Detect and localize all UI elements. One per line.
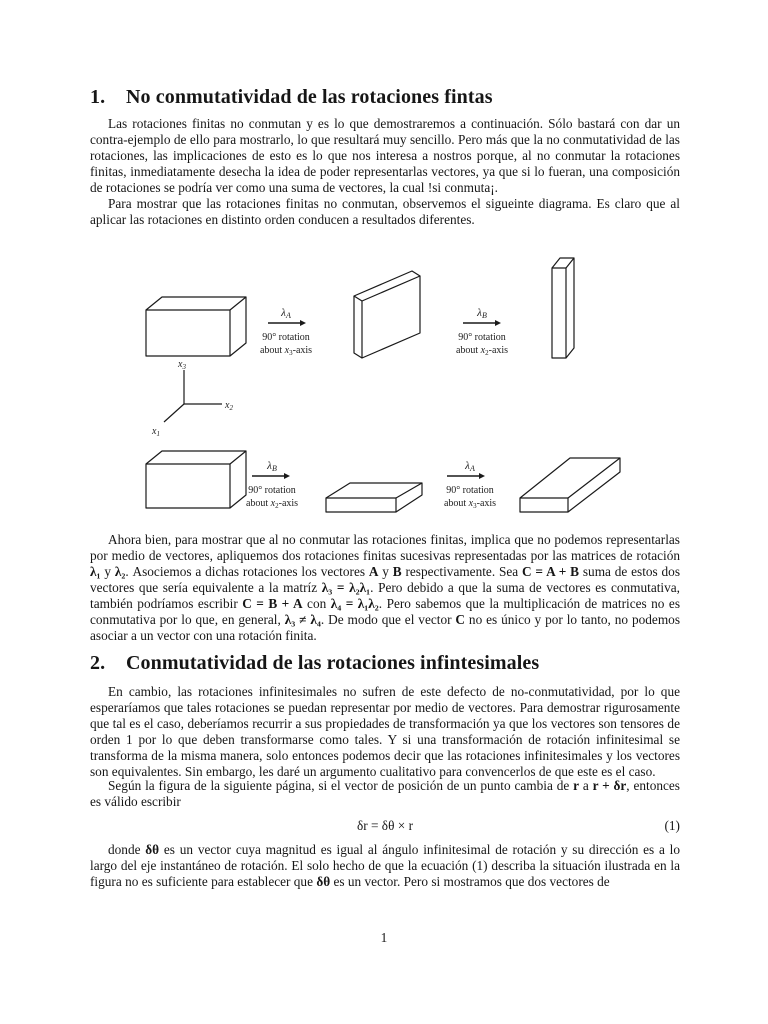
lambda-label-top-1: λA — [281, 307, 291, 320]
equation-lambda-inequality: λ₃ ≠ λ₄ — [284, 612, 321, 627]
rotation-caption-bottom-1-line-1: 90° rotation — [248, 485, 296, 496]
axis-label-x3: $x_3$ — [178, 359, 186, 371]
rotation-caption-bottom-2-line-2: about $x_3$-axis — [443, 498, 497, 510]
equation-c-sum-reversed: C = B + A — [242, 596, 303, 611]
equation-1 — [90, 818, 680, 836]
page-number: 1 — [380, 930, 388, 945]
equation-1-number: (1) — [664, 818, 680, 833]
axis-label-x1: $x_1$ — [152, 426, 160, 438]
rotation-diagram — [90, 236, 680, 526]
axis-label-x2: $x_2$ — [225, 400, 233, 412]
section-2-paragraph-2: Según la figura de la siguiente página, si el vector de posición de un punto cambia de r a r + δr, entonces es válido escribir — [90, 778, 680, 809]
equation-1-expression: δr = δθ × r — [356, 818, 414, 833]
vector-b: B — [392, 564, 402, 579]
vector-r-plus-delta-r: r + δr — [592, 778, 627, 793]
section-2-number: 2. — [90, 652, 106, 674]
lambda-label-top-2: λB — [477, 307, 487, 320]
lambda-2: λ₂ — [114, 564, 126, 579]
vector-a: A — [368, 564, 379, 579]
vector-r: r — [573, 778, 579, 793]
box-initial-top — [146, 297, 246, 356]
vector-c: C — [455, 612, 466, 627]
section-1-heading — [90, 86, 493, 109]
section-2-heading — [90, 652, 539, 675]
coordinate-axes — [164, 370, 222, 422]
equation-lambda-3: λ₃ = λ₂λ₁ — [321, 580, 371, 595]
section-2-title: Conmutatividad de las rotaciones infintesimales — [126, 652, 540, 674]
section-1-paragraph-1-text: Las rotaciones finitas no conmutan y es lo que demostraremos a continuación. Sólo bastará con dar un contra-ejemplo de ello para mostrarlo, lo que resultará muy sencillo. Pero más que la no conmutatividad de las rotaciones, las implicaciones de esto es lo que nos interesa a nostros porque, al no conmutar la rotaciones finitas, inmediatamente desecha la idea de poder representarlas vectores, ya que si lo fueran, una composición de rotaciones se podría ver como una suma de vectores, la cual !si conmuta¡. — [90, 116, 680, 195]
section-2-paragraph-1 — [90, 684, 680, 780]
lambda-1: λ₁ — [90, 564, 101, 579]
rotation-caption-top-1-line-2: about $x_3$-axis — [259, 345, 313, 357]
delta-theta-2: δθ — [316, 874, 331, 889]
rotation-caption-bottom-1-line-2: about $x_2$-axis — [245, 498, 299, 510]
section-1-paragraph-2-text: Para mostrar que las rotaciones finitas no conmutan, observemos el sigueinte diagrama. Es claro que al aplicar las rotaciones en distinto orden conducen a resultados diferentes. — [90, 196, 680, 227]
section-1-number: 1. — [90, 86, 106, 108]
section-1-paragraph-3: Ahora bien, para mostrar que al no conmutar las rotaciones finitas, implica que no podemos representarlas por medio de vectores, apliquemos dos rotaciones finitas sucesivas representadas por las matrices de rotación λ₁ y λ₂. Asociemos a dichas rotaciones los vectores A y B respectivamente. Sea C = A + B suma de estos dos vectores que sería equivalente a la matríz λ₃ = λ₂λ₁. Pero debido a que la suma de vectores es conmutativa, también podríamos escribir C = B + A con λ₄ = λ₁λ₂. Pero sabemos que la multiplicación de matrices no es conmutativa por lo que, en general, λ₃ ≠ λ₄. De modo que el vector C no es único y por lo tanto, no podemos asociar a un vector con una rotación finita. — [90, 532, 681, 643]
section-1-paragraph-1 — [90, 116, 680, 196]
rotation-caption-top-2-line-1: 90° rotation — [458, 332, 506, 343]
box-initial-bottom — [146, 451, 246, 508]
box-after-rotation-ba — [520, 458, 620, 512]
section-1-title: No conmutatividad de las rotaciones fintas — [126, 86, 493, 108]
rotation-caption-bottom-2-line-1: 90° rotation — [446, 485, 494, 496]
box-after-rotation-ab — [552, 258, 574, 358]
delta-theta: δθ — [145, 842, 160, 857]
lambda-label-bottom-1: λB — [267, 460, 277, 473]
equation-c-sum: C = A + B — [522, 564, 580, 579]
rotation-caption-top-2-line-2: about $x_2$-axis — [455, 345, 509, 357]
section-1-paragraph-2 — [90, 196, 680, 228]
box-after-rotation-b — [326, 483, 422, 512]
rotation-caption-top-1-line-1: 90° rotation — [262, 332, 310, 343]
section-2-paragraph-1-text: En cambio, las rotaciones infinitesimales no sufren de este defecto de no-conmutatividad, por lo que esperaríamos que tales rotaciones se puedan representar por medio de vectores. Para demostrar rigurosamente que tal es el caso, deberíamos recurrir a sus propiedades de transformación ya que los vectores son tensores de orden 1 por lo que deben transformarse como tales. Y si una transformación de rotación infinitesimal se transforma de la misma manera, solo entonces podemos decir que las rotaciones infinitesimales y los vectores son equivalentes. Sin embargo, les daré un argumento cualitativo para convencerlos de que este es el caso. — [90, 684, 680, 779]
section-2-paragraph-3: donde δθ es un vector cuya magnitud es igual al ángulo infinitesimal de rotación y su dirección es a lo largo del eje instantáneo de rotación. El solo hecho de que la ecuación (1) describa la situación ilustrada en la figura no es suficiente para establecer que δθ es un vector. Pero si mostramos que dos vectores de — [90, 842, 681, 889]
lambda-label-bottom-2: λA — [465, 460, 475, 473]
box-after-rotation-a — [354, 271, 420, 358]
equation-lambda-4: λ₄ = λ₁λ₂ — [330, 596, 379, 611]
